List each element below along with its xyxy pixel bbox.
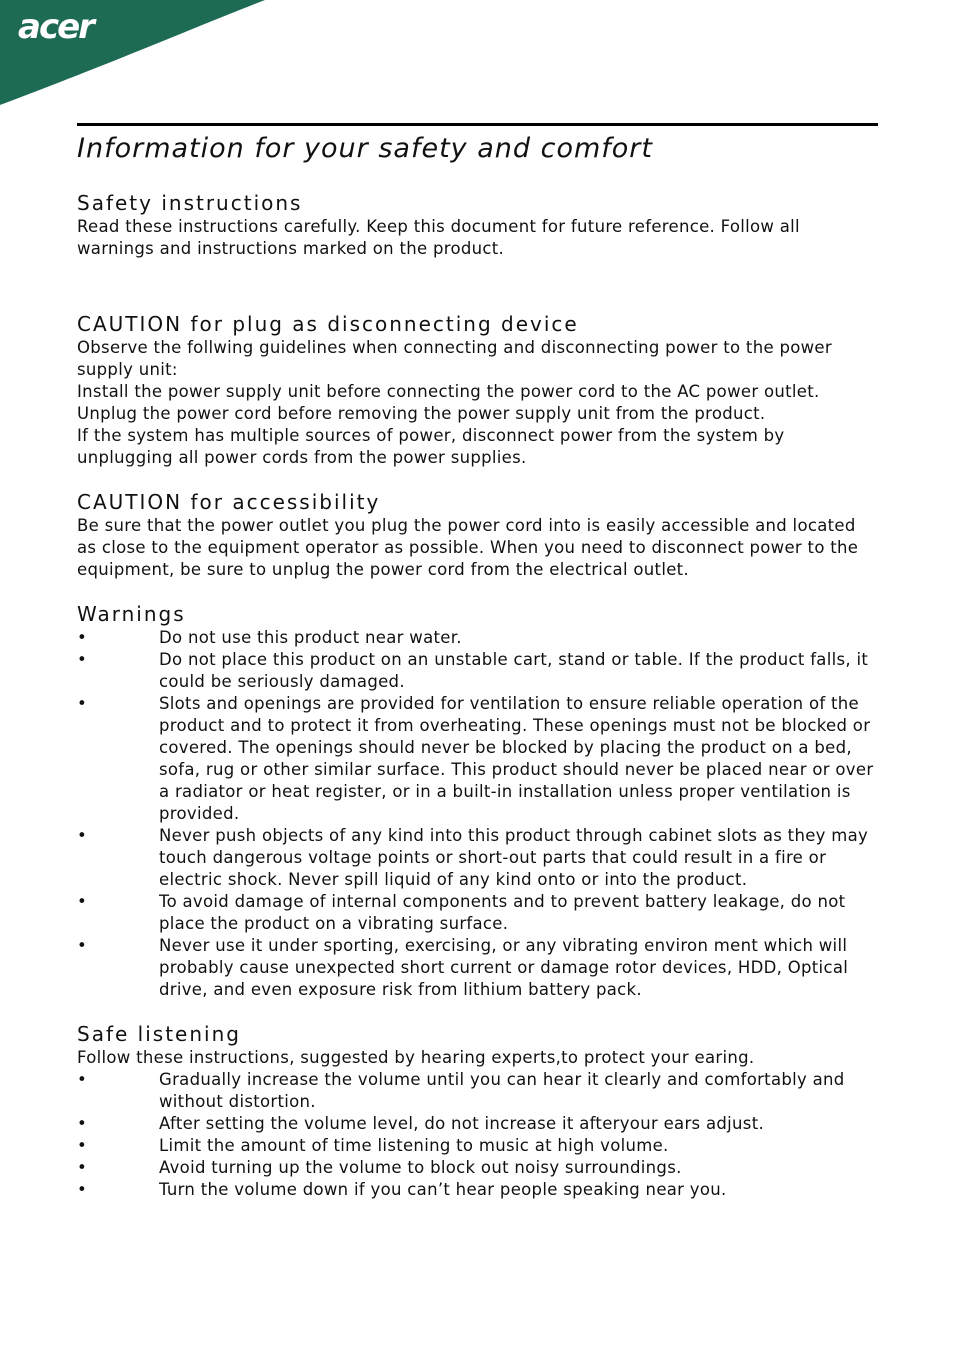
bullet-icon: • [77, 1114, 88, 1133]
list-item: • Avoid turning up the volume to block out noisy surroundings. [77, 1158, 682, 1177]
bullet-icon: • [77, 1180, 88, 1199]
section-heading: CAUTION for accessibility [77, 490, 381, 514]
list-item: • Gradually increase the volume until you can hear it clearly and comfortably and without distortion. [77, 1070, 845, 1111]
section-heading: Warnings [77, 602, 186, 626]
warnings-list [77, 627, 877, 1001]
list-item: • Do not place this product on an unstable cart, stand or table. If the product falls, it could be seriously damaged. [77, 650, 869, 691]
list-item: • Limit the amount of time listening to music at high volume. [77, 1136, 669, 1155]
paragraph: Be sure that the power outlet you plug the power cord into is easily accessible and located as close to the equipment operator as possible. When you need to disconnect power to the equipment, be sure to unplug the power cord from the electrical outlet. [77, 516, 859, 579]
acer-logo: acer [18, 7, 93, 47]
section-heading: CAUTION for plug as disconnecting device [77, 312, 579, 336]
bullet-icon: • [77, 1070, 88, 1089]
listening-list [77, 1069, 877, 1201]
paragraph: Follow these instructions, suggested by hearing experts,to protect your earing. [77, 1048, 755, 1067]
section-safety-instructions [77, 190, 877, 260]
bullet-icon: • [77, 628, 88, 647]
section-caution-plug [77, 311, 877, 469]
list-item: • Do not use this product near water. [77, 628, 462, 647]
page-title: Information for your safety and comfort [77, 133, 653, 164]
paragraph: Install the power supply unit before connecting the power cord to the AC power outlet. [77, 382, 820, 401]
list-item: • Never use it under sporting, exercising, or any vibrating environ ment which will probably cause unexpected short current or damage rotor devices, HDD, Optical drive, and even exposure risk from lithium battery pack. [77, 936, 849, 999]
list-item: • After setting the volume level, do not increase it afteryour ears adjust. [77, 1114, 765, 1133]
list-item: • To avoid damage of internal components and to prevent battery leakage, do not place the product on a vibrating surface. [77, 892, 846, 933]
bullet-icon: • [77, 650, 88, 669]
section-heading: Safe listening [77, 1022, 241, 1046]
document-body [77, 190, 877, 1201]
title-rule [77, 123, 878, 126]
paragraph: Read these instructions carefully. Keep this document for future reference. Follow all warnings and instructions marked on the product. [77, 217, 800, 258]
paragraph: Unplug the power cord before removing the power supply unit from the product. [77, 404, 766, 423]
list-item: • Turn the volume down if you can’t hear people speaking near you. [77, 1180, 727, 1199]
section-warnings [77, 601, 877, 1001]
bullet-icon: • [77, 936, 88, 955]
section-safe-listening [77, 1021, 877, 1201]
bullet-icon: • [77, 1158, 88, 1177]
list-item: • Slots and openings are provided for ventilation to ensure reliable operation of the product and to protect it from overheating. These openings must not be blocked or covered. The openings should never be blocked by placing the product on a bed, sofa, rug or other similar surface. This product should never be placed near or over a radiator or heat register, or in a built-in installation unless proper ventilation is provided. [77, 694, 874, 823]
bullet-icon: • [77, 1136, 88, 1155]
bullet-icon: • [77, 826, 88, 845]
bullet-icon: • [77, 892, 88, 911]
section-heading: Safety instructions [77, 191, 303, 215]
paragraph: If the system has multiple sources of power, disconnect power from the system by unplugging all power cords from the power supplies. [77, 426, 785, 467]
list-item: • Never push objects of any kind into this product through cabinet slots as they may touch dangerous voltage points or short-out parts that could result in a fire or electric shock. Never spill liquid of any kind onto or into the product. [77, 826, 869, 889]
bullet-icon: • [77, 694, 88, 713]
section-caution-accessibility [77, 489, 877, 581]
paragraph: Observe the follwing guidelines when connecting and disconnecting power to the power supply unit: [77, 338, 832, 379]
